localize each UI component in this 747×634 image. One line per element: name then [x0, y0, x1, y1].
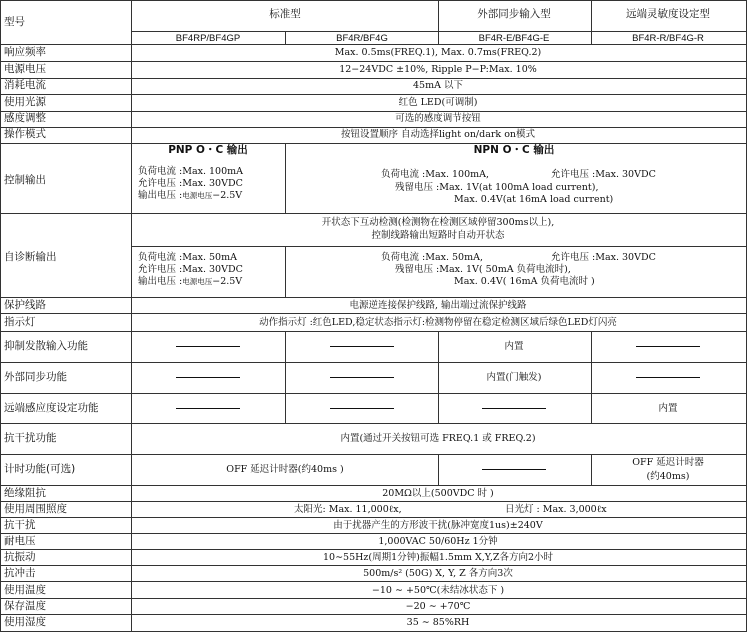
row-indicator-value: 动作指示灯 :红色LED,稳定状态指示灯:检测物停留在稳定检测区域后绿色LED灯闪亮 — [259, 317, 617, 328]
row-current-label: 消耗电流 — [4, 79, 46, 91]
timer-value-b2: (约40ms) — [646, 471, 690, 482]
header-standard: 标准型 — [269, 8, 301, 20]
row-temp-label: 使用温度 — [4, 584, 46, 596]
control-pnp-line-2: 允许电压 :Max. 30VDC — [138, 178, 243, 189]
ambient-lamp: 日光灯 : Max. 3,000ℓx — [505, 504, 607, 515]
row-dielectric-label: 耐电压 — [4, 535, 36, 547]
row-storage-value: −20 ∼ +70℃ — [405, 601, 471, 612]
selfdiag-pnp-small: 电源电压 — [182, 277, 213, 286]
row-mode-value: 按钮设置顺序 自动选择light on/dark on模式 — [340, 129, 536, 140]
header-model-4: BF4R-R/BF4G-R — [632, 33, 704, 44]
row-response-label: 响应频率 — [4, 46, 46, 58]
control-pnp-tail: −2.5V — [212, 190, 243, 201]
row-dielectric-value: 1,000VAC 50/60Hz 1分钟 — [378, 536, 498, 547]
selfdiag-pnp-line-2: 允许电压 :Max. 30VDC — [138, 264, 243, 275]
header-model-2: BF4R/BF4G — [336, 33, 388, 44]
header-ext-sync: 外部同步输入型 — [477, 8, 551, 20]
inhibit-dash-2 — [330, 346, 394, 347]
control-pnp-small: 电源电压 — [182, 191, 213, 200]
control-pnp-line-3: 输出电压 :电源电压−2.5V — [138, 190, 243, 201]
inhibit-dash-1 — [176, 346, 240, 347]
control-npn-line-2: 残留电压 :Max. 1V(at 100mA load current), — [395, 182, 599, 193]
control-npn-line-1b: 允许电压 :Max. 30VDC — [551, 169, 656, 180]
row-humidity-label: 使用湿度 — [4, 616, 46, 628]
inhibit-dash-3 — [636, 346, 700, 347]
row-shock-label: 抗冲击 — [4, 567, 36, 579]
extsync-value: 内置(门触发) — [486, 372, 542, 383]
row-noise-value: 内置(通过开关按钮可选 FREQ.1 或 FREQ.2) — [340, 433, 536, 444]
row-vibration-label: 抗振动 — [4, 551, 36, 563]
selfdiag-note-1: 开状态下互动检测(检测物在检测区域停留300ms以上), — [321, 217, 555, 228]
header-model-3: BF4R-E/BF4G-E — [478, 33, 550, 44]
row-inhibit-label: 抑制发散输入功能 — [4, 340, 88, 352]
row-humidity-value: 35 ∼ 85%RH — [406, 617, 470, 628]
remote-dash-2 — [330, 408, 394, 409]
row-control-label: 控制输出 — [4, 174, 46, 186]
remote-dash-3 — [482, 408, 546, 409]
remote-value: 内置 — [658, 403, 678, 414]
row-supply-label: 电源电压 — [4, 63, 46, 75]
row-remote-label: 远端感应度设定功能 — [4, 402, 99, 414]
control-pnp-line-1: 负荷电流 :Max. 100mA — [138, 166, 244, 177]
control-npn-line-1: 负荷电流 :Max. 100mA, — [381, 169, 490, 180]
selfdiag-pnp-line-3: 输出电压 :电源电压−2.5V — [138, 276, 243, 287]
row-ambient-label: 使用周围照度 — [4, 503, 67, 515]
row-light-value: 红色 LED(可调制) — [398, 97, 478, 108]
row-noise-label: 抗干扰功能 — [4, 432, 57, 444]
row-current-value: 45mA 以下 — [413, 80, 463, 91]
row-selfdiag-label: 自诊断输出 — [4, 251, 57, 263]
remote-dash-1 — [176, 408, 240, 409]
header-type-label: 型号 — [4, 16, 25, 28]
timer-value-a: OFF 延迟计时器(约40ms ) — [226, 464, 344, 475]
row-insulation-value: 20MΩ以上(500VDC 时 ) — [382, 488, 494, 499]
row-noiseimm-label: 抗干扰 — [4, 519, 36, 531]
row-insulation-label: 绝缘阻抗 — [4, 487, 46, 499]
selfdiag-npn-line-3: Max. 0.4V( 16mA 负荷电流时 ) — [454, 276, 595, 287]
row-extsync-label: 外部同步功能 — [4, 371, 67, 383]
extsync-dash-2 — [330, 377, 394, 378]
row-light-label: 使用光源 — [4, 96, 46, 108]
row-response-value: Max. 0.5ms(FREQ.1), Max. 0.7ms(FREQ.2) — [334, 47, 542, 58]
control-pnp-title: PNP O・C 输出 — [168, 144, 248, 156]
row-protect-value: 电源逆连接保护线路, 输出端过流保护线路 — [349, 300, 527, 311]
selfdiag-pnp-line-1: 负荷电流 :Max. 50mA — [138, 252, 237, 263]
timer-dash — [482, 469, 546, 470]
row-timer-label: 计时功能(可选) — [4, 463, 76, 475]
row-noiseimm-value: 由于扰器产生的方形波干扰(脉冲宽度1us)±240V — [333, 520, 543, 531]
selfdiag-note-2: 控制线路输出短路时自动开状态 — [371, 230, 505, 241]
control-npn-title: NPN O・C 输出 — [473, 144, 555, 156]
row-sens-label: 感度调整 — [4, 112, 46, 124]
row-mode-label: 操作模式 — [4, 128, 46, 140]
extsync-dash-1 — [176, 377, 240, 378]
ambient-sun: 太阳光: Max. 11,000ℓx, — [294, 504, 402, 515]
selfdiag-npn-line-1b: 允许电压 :Max. 30VDC — [551, 252, 656, 263]
inhibit-value: 内置 — [504, 341, 524, 352]
row-indicator-label: 指示灯 — [4, 316, 36, 328]
row-storage-label: 保存温度 — [4, 600, 46, 612]
header-model-1: BF4RP/BF4GP — [175, 33, 241, 44]
row-supply-value: 12−24VDC ±10%, Ripple P−P:Max. 10% — [339, 64, 537, 75]
timer-value-b1: OFF 延迟计时器 — [632, 457, 704, 468]
selfdiag-pnp-tail: −2.5V — [212, 276, 243, 287]
extsync-dash-3 — [636, 377, 700, 378]
row-vibration-value: 10∼55Hz(周期1分钟)振幅1.5mm X,Y,Z各方向2小时 — [322, 552, 554, 563]
selfdiag-npn-line-1: 负荷电流 :Max. 50mA, — [381, 252, 483, 263]
row-shock-value: 500m/s² (50G) X, Y, Z 各方向3次 — [363, 568, 513, 579]
selfdiag-npn-line-2: 残留电压 :Max. 1V( 50mA 负荷电流时), — [395, 264, 571, 275]
row-protect-label: 保护线路 — [4, 299, 46, 311]
header-remote: 远端灵敏度设定型 — [626, 8, 710, 20]
row-temp-value: −10 ∼ +50℃(未结冰状态下 ) — [371, 585, 505, 596]
control-npn-line-3: Max. 0.4V(at 16mA load current) — [454, 194, 614, 205]
row-sens-value: 可选的感度调节按钮 — [395, 113, 481, 124]
